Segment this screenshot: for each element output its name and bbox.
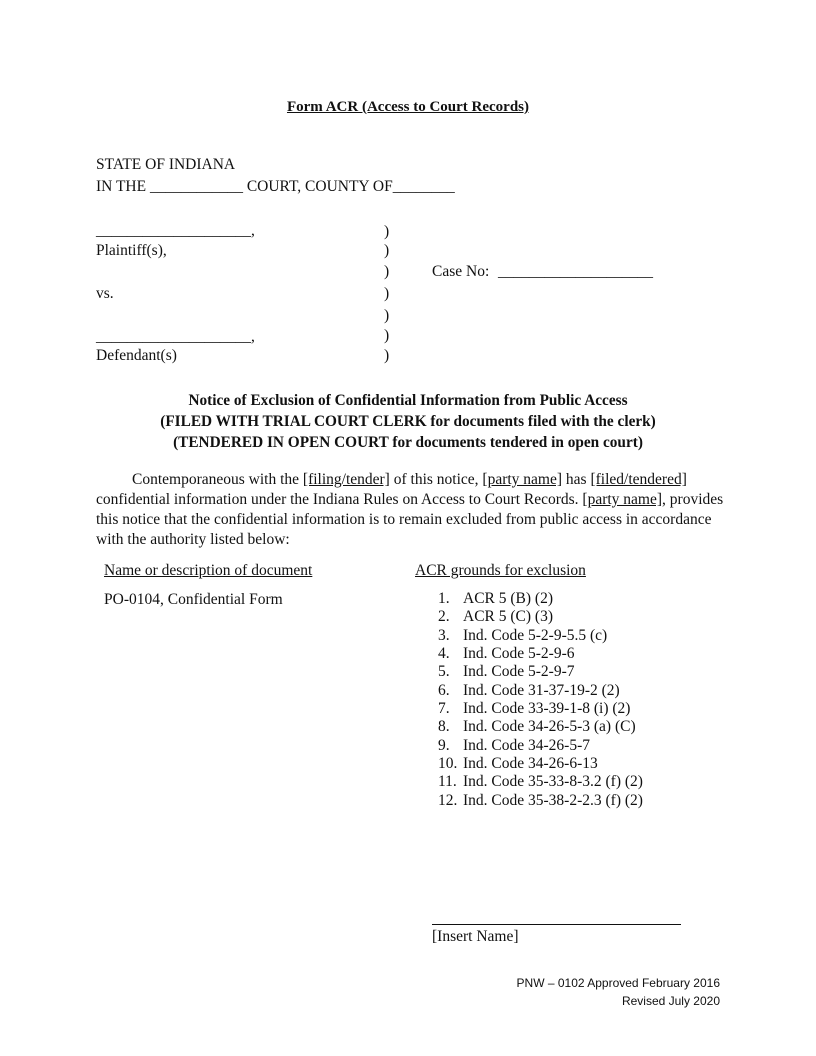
document-name: PO-0104, Confidential Form	[104, 591, 283, 608]
body-text: Contemporaneous with the	[132, 471, 303, 488]
defendant-label: Defendant(s)	[96, 347, 177, 364]
list-item: 6. Ind. Code 31-37-19-2 (2)	[438, 681, 620, 699]
body-text: of this notice,	[389, 471, 483, 488]
caption-paren: )	[384, 285, 390, 302]
filing-tender-placeholder: [filing/tender]	[302, 471, 390, 488]
list-item: 3. Ind. Code 5-2-9-5.5 (c)	[438, 626, 608, 644]
list-item: 2. ACR 5 (C) (3)	[438, 608, 553, 626]
list-item: 4. Ind. Code 5-2-9-6	[438, 645, 575, 663]
list-item: 11. Ind. Code 35-33-8-3.2 (f) (2)	[438, 773, 643, 791]
signature-name: [Insert Name]	[432, 928, 519, 945]
body-text: , provides this notice that the confidential information is to remain excluded from public access in accordance with the authority listed below:	[96, 491, 724, 548]
caption-paren: )	[384, 242, 390, 259]
footer-revised: Revised July 2020	[621, 994, 720, 1008]
plaintiff-label: Plaintiff(s),	[96, 242, 167, 259]
case-no-blank: ____________________	[498, 263, 653, 280]
state-line: STATE OF INDIANA	[96, 156, 236, 173]
party-name-placeholder: [party name]	[582, 491, 663, 508]
body-text: confidential information under the Indiana Rules on Access to Court Records.	[96, 491, 583, 508]
caption-paren: )	[384, 223, 390, 240]
notice-paragraph	[96, 470, 736, 550]
form-title: Form ACR (Access to Court Records)	[286, 99, 529, 115]
list-item: 7. Ind. Code 33-39-1-8 (i) (2)	[438, 700, 631, 718]
list-item: 8. Ind. Code 34-26-5-3 (a) (C)	[438, 718, 636, 736]
notice-heading: Notice of Exclusion of Confidential Information from Public Access	[188, 392, 628, 409]
court-county-line: IN THE ____________ COURT, COUNTY OF________	[96, 178, 455, 195]
list-item: 5. Ind. Code 5-2-9-7	[438, 663, 575, 681]
filed-heading: (FILED WITH TRIAL COURT CLERK for documents filed with the clerk)	[160, 413, 656, 430]
document-column-header: Name or description of document	[104, 562, 313, 579]
list-item: 9. Ind. Code 34-26-5-7	[438, 736, 590, 754]
list-item: 1. ACR 5 (B) (2)	[438, 590, 553, 607]
caption-paren: )	[384, 263, 390, 280]
party-name-placeholder: [party name]	[482, 471, 563, 488]
body-text: has	[562, 471, 591, 488]
caption-paren: )	[384, 327, 390, 344]
case-no-label: Case No:	[432, 263, 490, 280]
signature-line	[432, 924, 681, 925]
caption-paren: )	[384, 347, 390, 364]
grounds-column-header: ACR grounds for exclusion	[415, 562, 586, 579]
grounds-list	[438, 590, 643, 810]
footer-approved: PNW – 0102 Approved February 2016	[516, 976, 720, 990]
caption-paren: )	[384, 307, 390, 324]
plaintiff-blank: ____________________,	[96, 222, 255, 239]
list-item: 10. Ind. Code 34-26-6-13	[438, 755, 598, 773]
list-item: 12. Ind. Code 35-38-2-2.3 (f) (2)	[438, 791, 643, 809]
defendant-blank: ____________________,	[96, 328, 255, 345]
filed-tendered-placeholder: [filed/tendered]	[590, 471, 687, 488]
tendered-heading: (TENDERED IN OPEN COURT for documents tendered in open court)	[173, 434, 643, 451]
vs-label: vs.	[96, 285, 114, 302]
